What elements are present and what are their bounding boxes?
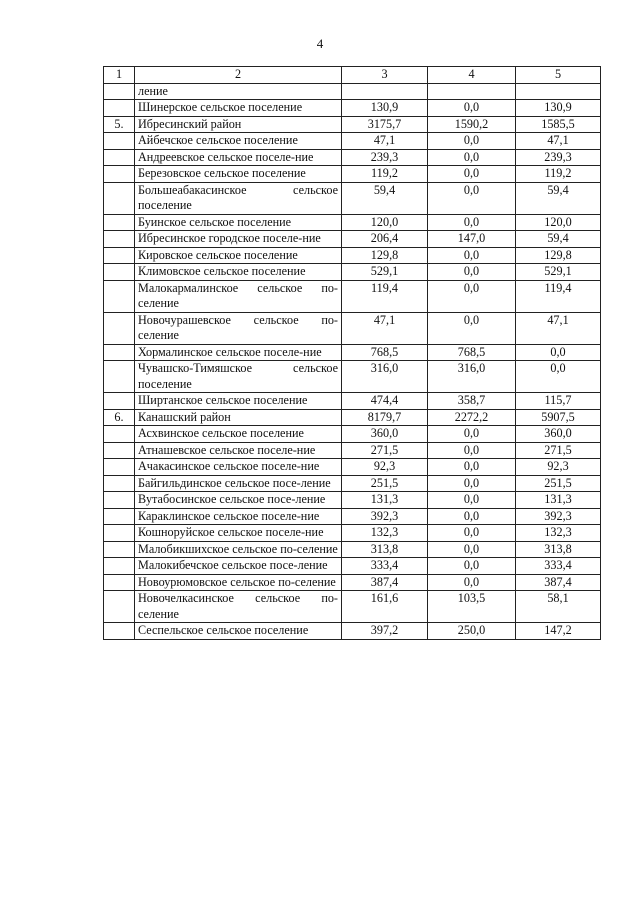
value-cell-col5: 360,0 [516,426,601,443]
table-body [104,67,601,640]
settlement-name-cell: Большеабакасинское сельское поселение [135,182,342,214]
value-cell-col3: 313,8 [342,541,428,558]
table-row [104,409,601,426]
row-number-cell [104,83,135,100]
row-number-cell [104,166,135,183]
row-number-cell [104,133,135,150]
value-cell-col4: 0,0 [428,574,516,591]
value-cell-col3: 130,9 [342,100,428,117]
value-cell-col4: 103,5 [428,591,516,623]
value-cell-col5: 239,3 [516,149,601,166]
settlement-name-cell: Ибресинский район [135,116,342,133]
row-number-cell [104,541,135,558]
table-row [104,591,601,623]
row-number-cell [104,475,135,492]
value-cell-col5: 47,1 [516,133,601,150]
value-cell-col3: 387,4 [342,574,428,591]
row-number-cell [104,442,135,459]
value-cell-col4: 0,0 [428,280,516,312]
settlement-name-cell: Ширтанское сельское поселение [135,393,342,410]
row-number-cell [104,591,135,623]
row-number-cell [104,312,135,344]
row-number-cell [104,344,135,361]
table-row [104,214,601,231]
table-row [104,344,601,361]
table-row [104,312,601,344]
settlement-name-cell: Ачакасинское сельское поселе-ние [135,459,342,476]
settlement-name-cell: Канашский район [135,409,342,426]
table-row [104,426,601,443]
value-cell-col4: 147,0 [428,231,516,248]
value-cell-col3: 129,8 [342,247,428,264]
settlement-name-cell: Чувашско-Тимяшское сельское поселение [135,361,342,393]
row-number-cell [104,182,135,214]
value-cell-col5: 119,2 [516,166,601,183]
row-number-cell [104,149,135,166]
value-cell-col3: 474,4 [342,393,428,410]
value-cell-col5: 387,4 [516,574,601,591]
value-cell-col4: 0,0 [428,166,516,183]
value-cell-col5: 0,0 [516,344,601,361]
value-cell-col4: 0,0 [428,182,516,214]
table-row [104,133,601,150]
value-cell-col5: 130,9 [516,100,601,117]
value-cell-col3: 47,1 [342,312,428,344]
settlement-name-cell: Кировское сельское поселение [135,247,342,264]
value-cell-col5: 313,8 [516,541,601,558]
settlement-name-cell: Климовское сельское поселение [135,264,342,281]
settlement-name-cell: Новоурюмовское сельское по-селение [135,574,342,591]
value-cell-col4 [428,83,516,100]
value-cell-col5: 58,1 [516,591,601,623]
value-cell-col5: 147,2 [516,623,601,640]
table-row [104,623,601,640]
table-row [104,525,601,542]
row-number-cell [104,623,135,640]
settlement-name-cell: Кошноруйское сельское поселе-ние [135,525,342,542]
table-row [104,459,601,476]
value-cell-col3: 92,3 [342,459,428,476]
table-row [104,541,601,558]
settlement-name-cell: Новочурашевское сельское по-селение [135,312,342,344]
row-number-cell [104,264,135,281]
value-cell-col4: 0,0 [428,100,516,117]
settlement-name-cell: Буинское сельское поселение [135,214,342,231]
header-cell: 5 [516,67,601,84]
value-cell-col5: 120,0 [516,214,601,231]
value-cell-col5: 392,3 [516,508,601,525]
value-cell-col4: 0,0 [428,149,516,166]
table-row [104,280,601,312]
settlement-name-cell: ление [135,83,342,100]
value-cell-col3: 59,4 [342,182,428,214]
value-cell-col5: 251,5 [516,475,601,492]
value-cell-col3: 392,3 [342,508,428,525]
value-cell-col3: 120,0 [342,214,428,231]
value-cell-col3: 360,0 [342,426,428,443]
settlement-name-cell: Малокибечское сельское посе-ление [135,558,342,575]
table-row [104,508,601,525]
value-cell-col3: 316,0 [342,361,428,393]
table-row [104,393,601,410]
row-number-cell: 6. [104,409,135,426]
table-row [104,475,601,492]
settlement-name-cell: Малокармалинское сельское по-селение [135,280,342,312]
row-number-cell [104,525,135,542]
table-header-row [104,67,601,84]
header-cell: 2 [135,67,342,84]
row-number-cell [104,214,135,231]
page-number: 4 [316,36,324,51]
table-row [104,83,601,100]
value-cell-col3: 206,4 [342,231,428,248]
value-cell-col3: 47,1 [342,133,428,150]
table-row [104,264,601,281]
value-cell-col3: 529,1 [342,264,428,281]
table-row [104,492,601,509]
table-row [104,149,601,166]
settlement-name-cell: Караклинское сельское поселе-ние [135,508,342,525]
header-cell: 3 [342,67,428,84]
value-cell-col3: 119,4 [342,280,428,312]
table-row [104,361,601,393]
row-number-cell [104,280,135,312]
value-cell-col4: 0,0 [428,264,516,281]
value-cell-col4: 768,5 [428,344,516,361]
value-cell-col4: 0,0 [428,525,516,542]
value-cell-col4: 0,0 [428,475,516,492]
value-cell-col4: 0,0 [428,312,516,344]
row-number-cell [104,492,135,509]
value-cell-col4: 0,0 [428,426,516,443]
value-cell-col5: 129,8 [516,247,601,264]
row-number-cell [104,247,135,264]
value-cell-col4: 0,0 [428,214,516,231]
value-cell-col5: 0,0 [516,361,601,393]
settlement-name-cell: Хормалинское сельское поселе-ние [135,344,342,361]
row-number-cell [104,100,135,117]
value-cell-col4: 2272,2 [428,409,516,426]
row-number-cell [104,508,135,525]
settlement-name-cell: Сеспельское сельское поселение [135,623,342,640]
value-cell-col4: 0,0 [428,508,516,525]
value-cell-col3: 3175,7 [342,116,428,133]
table-row [104,100,601,117]
value-cell-col3: 397,2 [342,623,428,640]
value-cell-col4: 1590,2 [428,116,516,133]
row-number-cell: 5. [104,116,135,133]
table-row [104,116,601,133]
settlement-name-cell: Малобикшихское сельское по-селение [135,541,342,558]
row-number-cell [104,426,135,443]
table-row [104,247,601,264]
value-cell-col3: 239,3 [342,149,428,166]
value-cell-col5: 119,4 [516,280,601,312]
settlement-name-cell: Андреевское сельское поселе-ние [135,149,342,166]
value-cell-col4: 0,0 [428,558,516,575]
value-cell-col5: 115,7 [516,393,601,410]
settlement-name-cell: Айбечское сельское поселение [135,133,342,150]
value-cell-col3: 251,5 [342,475,428,492]
value-cell-col4: 0,0 [428,492,516,509]
value-cell-col5: 1585,5 [516,116,601,133]
value-cell-col5: 132,3 [516,525,601,542]
row-number-cell [104,459,135,476]
value-cell-col3: 333,4 [342,558,428,575]
table-row [104,231,601,248]
row-number-cell [104,393,135,410]
table-row [104,182,601,214]
table-row [104,442,601,459]
value-cell-col4: 316,0 [428,361,516,393]
value-cell-col5: 59,4 [516,231,601,248]
row-number-cell [104,558,135,575]
value-cell-col5: 47,1 [516,312,601,344]
value-cell-col3: 131,3 [342,492,428,509]
value-cell-col4: 0,0 [428,247,516,264]
row-number-cell [104,361,135,393]
value-cell-col4: 0,0 [428,442,516,459]
value-cell-col5: 333,4 [516,558,601,575]
value-cell-col4: 0,0 [428,133,516,150]
settlement-name-cell: Асхвинское сельское поселение [135,426,342,443]
value-cell-col4: 250,0 [428,623,516,640]
value-cell-col3: 8179,7 [342,409,428,426]
value-cell-col5: 59,4 [516,182,601,214]
settlement-name-cell: Байгильдинское сельское посе-ление [135,475,342,492]
value-cell-col5: 131,3 [516,492,601,509]
settlement-name-cell: Новочелкасинское сельское по-селение [135,591,342,623]
value-cell-col3 [342,83,428,100]
value-cell-col3: 161,6 [342,591,428,623]
settlement-name-cell: Вутабосинское сельское посе-ление [135,492,342,509]
value-cell-col5: 271,5 [516,442,601,459]
settlement-name-cell: Березовское сельское поселение [135,166,342,183]
value-cell-col3: 768,5 [342,344,428,361]
value-cell-col4: 0,0 [428,459,516,476]
table-row [104,574,601,591]
settlement-name-cell: Шинерское сельское поселение [135,100,342,117]
value-cell-col5: 529,1 [516,264,601,281]
header-cell: 1 [104,67,135,84]
header-cell: 4 [428,67,516,84]
table-row [104,558,601,575]
value-cell-col4: 0,0 [428,541,516,558]
budget-table [103,66,601,640]
value-cell-col5 [516,83,601,100]
value-cell-col4: 358,7 [428,393,516,410]
value-cell-col5: 92,3 [516,459,601,476]
settlement-name-cell: Атнашевское сельское поселе-ние [135,442,342,459]
value-cell-col5: 5907,5 [516,409,601,426]
value-cell-col3: 119,2 [342,166,428,183]
value-cell-col3: 132,3 [342,525,428,542]
settlement-name-cell: Ибресинское городское поселе-ние [135,231,342,248]
value-cell-col3: 271,5 [342,442,428,459]
row-number-cell [104,574,135,591]
row-number-cell [104,231,135,248]
table-row [104,166,601,183]
